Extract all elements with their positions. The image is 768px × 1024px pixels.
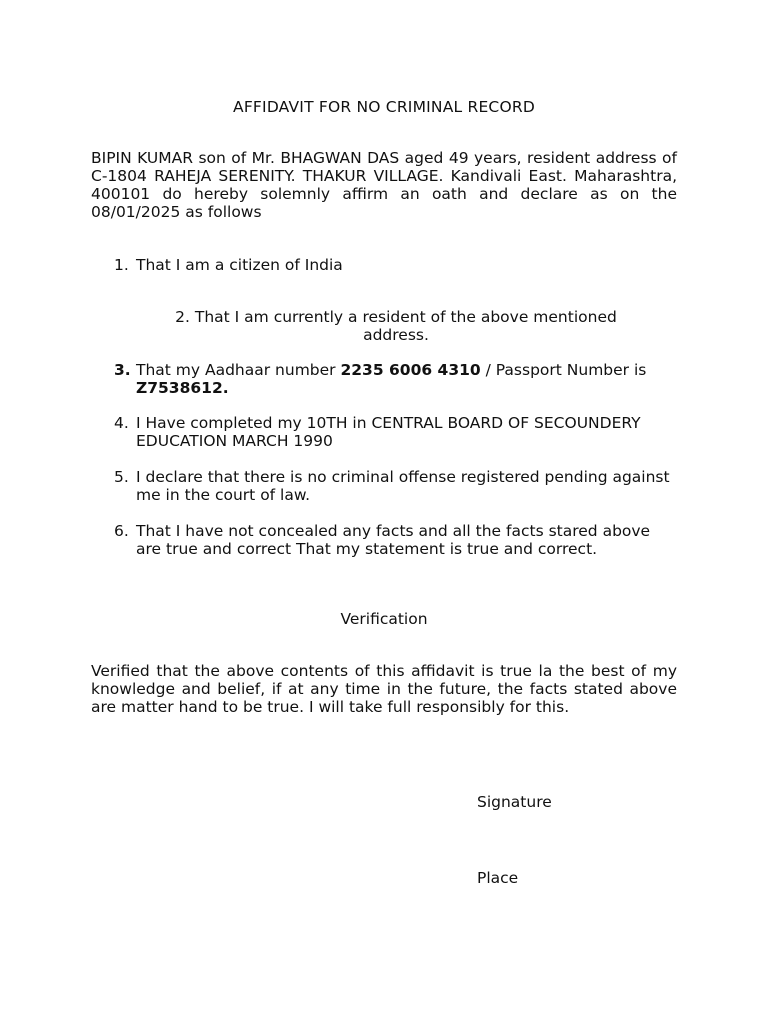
item-number: 6. — [114, 522, 129, 540]
item-text: That I have not concealed any facts and all the facts stared above are true and correct That my statement is true and correct. — [136, 522, 651, 558]
item-text: That I am a citizen of India — [136, 256, 343, 274]
document-title: AFFIDAVIT FOR NO CRIMINAL RECORD — [233, 98, 535, 116]
aadhaar-label: That my Aadhaar number — [136, 361, 341, 379]
list-item — [114, 414, 674, 450]
item-number: 2. — [175, 308, 190, 326]
item-text — [114, 361, 674, 397]
list-item — [141, 308, 651, 344]
item-number: 5. — [114, 468, 129, 486]
list-item — [114, 256, 674, 274]
item-number: 3. — [114, 361, 131, 379]
passport-label: / Passport Number is — [480, 361, 647, 379]
intro-paragraph: BIPIN KUMAR son of Mr. BHAGWAN DAS aged 49 years, resident address of C-1804 RAHEJA SERENITY. THAKUR VILLAGE. Kandivali East. Maharashtra, 400101 do hereby solemnly affirm an oath and declare as on the 08/01/2025 as follows — [91, 149, 677, 221]
item-number: 4. — [114, 414, 129, 432]
signature-label: Signature — [477, 793, 552, 811]
item-text: That I am currently a resident of the above mentioned address. — [194, 308, 617, 344]
list-item — [114, 468, 680, 504]
place-label: Place — [477, 869, 519, 887]
item-number: 1. — [114, 256, 129, 274]
item-text: I Have completed my 10TH in CENTRAL BOARD OF SECOUNDERY EDUCATION MARCH 1990 — [136, 414, 641, 450]
aadhaar-number: 2235 6006 4310 — [340, 361, 481, 379]
verification-heading: Verification — [340, 610, 428, 628]
list-item — [114, 361, 674, 397]
verification-paragraph: Verified that the above contents of this affidavit is true la the best of my knowledge and belief, if at any time in the future, the facts stated above are matter hand to be true. I will take full responsibly for this. — [91, 662, 677, 716]
item-text: I declare that there is no criminal offense registered pending against me in the court of law. — [136, 468, 670, 504]
passport-number: Z7538612. — [136, 379, 229, 397]
list-item — [114, 522, 680, 558]
